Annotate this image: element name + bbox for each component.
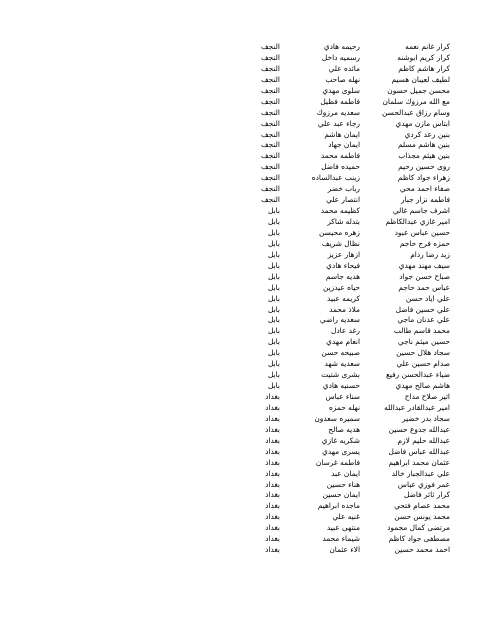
list-item [0, 403, 494, 414]
mother-name: فاطمه فظيل [320, 96, 360, 106]
governorate: بغداد [265, 490, 280, 500]
list-item [0, 480, 494, 491]
list-item [0, 337, 494, 348]
list-item [0, 228, 494, 239]
governorate: النجف [261, 140, 280, 150]
mother-name: ايمان جهاد [328, 140, 360, 150]
person-name: زهراء جواد كاظم [397, 173, 450, 183]
list-item [0, 490, 494, 501]
person-name: عمر فوزي عباس [397, 479, 450, 489]
person-name: حسين ميثم ناجي [397, 337, 450, 347]
governorate: النجف [261, 184, 280, 194]
governorate: بغداد [265, 424, 280, 434]
mother-name: رجاء عبد علي [317, 118, 360, 128]
mother-name: نهله حمزه [328, 402, 360, 412]
person-name: ضياء عبدالحسن رفيع [385, 370, 450, 380]
mother-name: رسميه داخل [321, 52, 360, 62]
person-name: اشرف جاسم غالي [392, 206, 450, 216]
person-name: محمد يونس حسن [394, 512, 450, 522]
person-name: اثير صلاح مداح [404, 392, 450, 401]
governorate: النجف [261, 151, 280, 161]
governorate: بغداد [265, 402, 280, 412]
list-item [0, 184, 494, 195]
person-name: محسن جميل حسون [387, 85, 450, 95]
person-name: صباح حسن جواد [399, 271, 450, 281]
mother-name: مائده علي [328, 63, 360, 73]
mother-name: منتهى عبيد [326, 523, 360, 533]
person-name: حسين عباس عبود [394, 227, 450, 237]
person-name: امير عبدالقادر عبدالله [384, 402, 450, 412]
person-name: بنين هيثم مجذاب [398, 151, 450, 161]
mother-name: انتصار علي [326, 195, 360, 205]
list-item [0, 305, 494, 316]
governorate: بغداد [265, 435, 280, 445]
person-name: عبدالله حليم لازم [397, 435, 450, 445]
person-name: لطيف لعيبان هسيم [391, 74, 450, 84]
governorate: بابل [268, 304, 280, 314]
list-item [0, 195, 494, 206]
mother-name: نهله صاحب [325, 74, 360, 84]
governorate: النجف [261, 129, 280, 139]
governorate: النجف [261, 107, 280, 117]
person-name: بنين هاشم مسلم [397, 140, 450, 150]
person-name: حمزه فرج حاجم [399, 238, 450, 248]
person-name: مرتضى كمال محمود [387, 523, 450, 533]
person-name: وسام رزاق عبدالحسن [381, 107, 450, 117]
person-name: كرار غانم نعمه [405, 42, 450, 51]
list-item [0, 130, 494, 141]
person-name: صفاء احمد محي [399, 184, 450, 194]
governorate: بابل [268, 337, 280, 347]
mother-name: رباب خضر [327, 184, 360, 194]
governorate: بابل [268, 381, 280, 391]
governorate: بابل [268, 370, 280, 380]
person-name: سجاد بدر خضير [402, 413, 450, 423]
list-item [0, 42, 494, 53]
mother-name: زهره محيسن [319, 227, 360, 237]
mother-name: ايمان عبد [331, 468, 360, 478]
governorate: بغداد [265, 457, 280, 467]
list-item [0, 64, 494, 75]
person-name: علي عبدالجبار خالد [391, 468, 450, 478]
governorate: بابل [268, 315, 280, 325]
mother-name: شيماء محمد [322, 534, 360, 544]
list-item [0, 75, 494, 86]
list-item [0, 348, 494, 359]
list-item [0, 283, 494, 294]
mother-name: سعديه مرزوك [316, 107, 360, 117]
mother-name: بتدله شاكر [327, 217, 360, 226]
governorate: النجف [261, 173, 280, 183]
list-item [0, 151, 494, 162]
governorate: بابل [268, 238, 280, 248]
person-name: مصطفى جواد كاظم [388, 534, 450, 544]
list-item [0, 108, 494, 119]
list-item [0, 501, 494, 512]
person-name: عبدالله عباس فاضل [388, 446, 450, 456]
mother-name: شكريه غازي [321, 435, 360, 445]
mother-name: فاطمه غرسان [315, 457, 360, 467]
governorate: بغداد [265, 523, 280, 533]
person-name: بنين رعد كردي [404, 129, 450, 139]
list-item [0, 512, 494, 523]
mother-name: رغد عادل [331, 326, 360, 336]
mother-name: كظيمه محمد [320, 206, 360, 216]
person-name: امير غازي عبدالكاظم [385, 217, 450, 226]
governorate: النجف [261, 52, 280, 62]
mother-name: حياه عيدزين [322, 282, 360, 292]
person-name: زيد رضا ردام [410, 249, 450, 259]
mother-name: حميده فاضل [321, 162, 360, 172]
list-item [0, 162, 494, 173]
person-name: روى حسين رحيم [398, 162, 450, 172]
governorate: النجف [261, 96, 280, 106]
list-item [0, 261, 494, 272]
person-name: احمد محمد حسين [394, 545, 450, 555]
list-item [0, 469, 494, 480]
list-item [0, 326, 494, 337]
person-name: علي حسين فاضل [395, 304, 450, 314]
governorate: بابل [268, 217, 280, 226]
list-item [0, 97, 494, 108]
list-item [0, 370, 494, 381]
list-item [0, 239, 494, 250]
governorate: بغداد [265, 468, 280, 478]
mother-name: انعام مهدي [326, 337, 360, 347]
person-name: هاشم صالح مهدي [395, 381, 450, 391]
mother-name: سناء عباس [325, 392, 360, 401]
mother-name: هديه جاسم [325, 271, 360, 281]
list-item [0, 381, 494, 392]
mother-name: فاطمه محمد [320, 151, 360, 161]
governorate: النجف [261, 162, 280, 172]
person-name: سجاد هلال حسين [396, 348, 450, 358]
list-item [0, 545, 494, 556]
governorate: النجف [261, 63, 280, 73]
list-item [0, 119, 494, 130]
governorate: بابل [268, 249, 280, 259]
list-item [0, 436, 494, 447]
person-name: محمد عصام فتحي [394, 501, 450, 511]
governorate: بغداد [265, 446, 280, 456]
mother-name: حسنيه هادي [322, 381, 360, 391]
mother-name: سعديه شهد [324, 359, 360, 369]
person-name: كرار كريم ابوشنه [397, 52, 450, 62]
person-name: كرار هاشم كاظم [398, 63, 450, 73]
governorate: بغداد [265, 413, 280, 423]
mother-name: سلوى مهدي [322, 85, 360, 95]
list-item [0, 206, 494, 217]
governorate: النجف [261, 85, 280, 95]
governorate: النجف [261, 118, 280, 128]
governorate: النجف [261, 195, 280, 205]
governorate: بابل [268, 260, 280, 270]
mother-name: رحيمه هادي [323, 42, 360, 51]
list-item [0, 359, 494, 370]
list-item [0, 250, 494, 261]
mother-name: كريمه عبيد [327, 293, 360, 303]
mother-name: الاء عثمان [329, 545, 360, 555]
list-item [0, 414, 494, 425]
person-name: محمد قاسم طالب [393, 326, 450, 336]
list-item [0, 447, 494, 458]
mother-name: ايمان حسين [322, 490, 360, 500]
mother-name: سعديه راضي [319, 315, 360, 325]
person-name: عثمان محمد ابراهيم [388, 457, 450, 467]
person-name: صدام حسين علي [396, 359, 450, 369]
list-item [0, 534, 494, 545]
list-item [0, 458, 494, 469]
mother-name: صبيحه حسن [321, 348, 360, 358]
mother-name: بشرى شتيت [321, 370, 360, 380]
governorate: بغداد [265, 534, 280, 544]
person-name: مع الله مرزوك سلمان [382, 96, 450, 106]
mother-name: هديه صالح [328, 424, 360, 434]
governorate: بغداد [265, 545, 280, 555]
mother-name: ايمان هاشم [324, 129, 360, 139]
governorate: بابل [268, 227, 280, 237]
mother-name: نظال شريف [321, 238, 360, 248]
person-name: كرار ثائر فاضل [403, 490, 450, 500]
person-name: علي عدنان ماجي [397, 315, 450, 325]
mother-name: زينب عبدالساده [311, 173, 360, 183]
governorate: النجف [261, 42, 280, 51]
governorate: بغداد [265, 392, 280, 401]
list-item [0, 140, 494, 151]
person-name: فاطمه نزار جبار [401, 195, 450, 205]
mother-name: يسرى مهدي [322, 446, 360, 456]
list-item [0, 294, 494, 305]
list-item [0, 523, 494, 534]
mother-name: ملاذ محمد [329, 304, 360, 314]
governorate: بغداد [265, 479, 280, 489]
list-item [0, 86, 494, 97]
mother-name: غنيه علي [332, 512, 360, 522]
governorate: النجف [261, 74, 280, 84]
governorate: بابل [268, 326, 280, 336]
list-item [0, 315, 494, 326]
names-list [0, 42, 494, 556]
mother-name: هناء حسين [326, 479, 360, 489]
governorate: بابل [268, 206, 280, 216]
list-item [0, 53, 494, 64]
list-item [0, 425, 494, 436]
list-item [0, 272, 494, 283]
list-item [0, 392, 494, 403]
list-item [0, 173, 494, 184]
governorate: بابل [268, 348, 280, 358]
person-name: علي اياد حسن [405, 293, 450, 303]
mother-name: سميره سعدون [314, 413, 360, 423]
mother-name: ازهار عزيز [327, 249, 360, 259]
governorate: بغداد [265, 501, 280, 511]
governorate: بابل [268, 293, 280, 303]
person-name: ابتاس مازن مهدي [395, 118, 450, 128]
list-item [0, 217, 494, 228]
governorate: بابل [268, 271, 280, 281]
person-name: عباس حمد حاجم [398, 282, 450, 292]
mother-name: ماجده ابراهيم [317, 501, 360, 511]
governorate: بغداد [265, 512, 280, 522]
governorate: بابل [268, 359, 280, 369]
mother-name: فيحاء هادي [326, 260, 360, 270]
person-name: سيف مهند مهدي [398, 260, 450, 270]
person-name: عبدالله جدوع حسين [388, 424, 450, 434]
governorate: بابل [268, 282, 280, 292]
